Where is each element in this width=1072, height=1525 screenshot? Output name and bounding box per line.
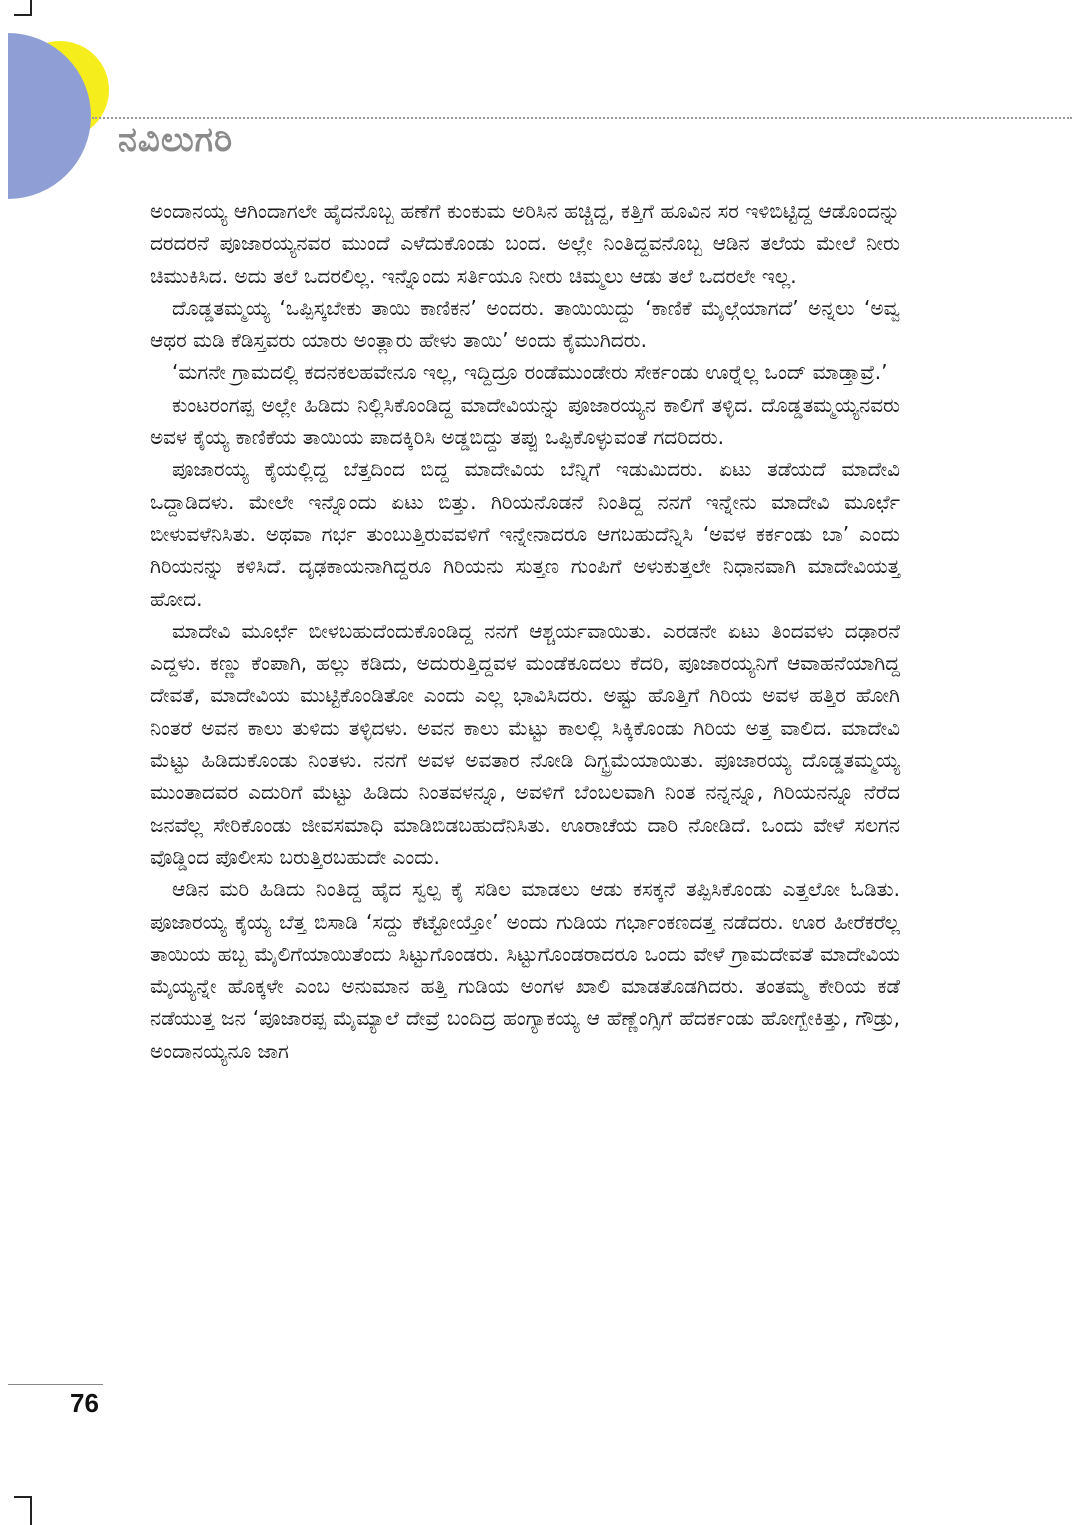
paragraph: ‘ಮಗನೇ ಗ್ರಾಮದಲ್ಲಿ ಕದನಕಲಹವೇನೂ ಇಲ್ಲ, ಇದ್ದಿದ್ರೂ ರಂಡೆಮುಂಡೇರು ಸೇರ್ಕಂಡು ಊರ್‍ನೆಲ್ಲ ಒಂದ್ ಮಾಡ್ತಾವ್ರೆ.’ — [172, 360, 888, 385]
paragraph: ಅಂದಾನಯ್ಯ ಆಗಿಂದಾಗಲೇ ಹೈದನೊಬ್ಬ ಹಣೆಗೆ ಕುಂಕುಮ ಅರಿಸಿನ ಹಚ್ಚಿದ್ದ, ಕತ್ತಿಗೆ ಹೂವಿನ ಸರ ಇಳಿಬಿಟ್ಟಿದ್ದ ಆಡೊಂದನ್ನು ದರದರನೆ ಪೂಜಾರಯ್ಯನವರ ಮುಂದೆ ಎಳೆದುಕೊಂಡು ಬಂದ. ಅಲ್ಲೇ ನಿಂತಿದ್ದವನೊಬ್ಬ ಆಡಿನ ತಲೆಯ ಮೇಲೆ ನೀರು ಚಿಮುಕಿಸಿದ. ಅದು ತಲೆ ಒದರಲಿಲ್ಲ. ಇನ್ನೊಂದು ಸರ್ತಿಯೂ ನೀರು ಚಿಮ್ಮಲು ಆಡು ತಲೆ ಒದರಲೇ ಇಲ್ಲ. — [150, 199, 900, 288]
decorative-circles — [0, 0, 120, 210]
paragraph: ದೊಡ್ಡತಮ್ಮಯ್ಯ ‘ಒಪ್ಪಿಸ್ಕಬೇಕು ತಾಯಿ ಕಾಣಿಕನ’ ಅಂದರು. ತಾಯಿಯಿದ್ದು ‘ಕಾಣಿಕೆ ಮೈಲ್ಗೆಯಾಗದೆ’ ಅನ್ನಲು ‘ಅವ್ವ ಆಥರ ಮಡಿ ಕೆಡಿಸ್ತವರು ಯಾರು ಅಂತ್ಲಾರು ಹೇಳು ತಾಯಿ’ ಅಂದು ಕೈಮುಗಿದರು. — [150, 295, 900, 353]
header-dotted-rule — [92, 117, 1072, 119]
footer-rule — [8, 1384, 103, 1385]
page-number: 76 — [70, 1388, 99, 1418]
crop-mark-bottom — [30, 1496, 32, 1525]
paragraph: ಆಡಿನ ಮರಿ ಹಿಡಿದು ನಿಂತಿದ್ದ ಹೈದ ಸ್ವಲ್ಪ ಕೈ ಸಡಿಲ ಮಾಡಲು ಆಡು ಕಸಕ್ಕನೆ ತಪ್ಪಿಸಿಕೊಂಡು ಎತ್ತಲೋ ಓಡಿತು. ಪೂಜಾರಯ್ಯ ಕೈಯ್ಯ ಬೆತ್ತ ಬಿಸಾಡಿ ‘ಸದ್ದು ಕೆಟ್ಟೋಯ್ತೋ’ ಅಂದು ಗುಡಿಯ ಗರ್ಭಾಂಕಣದತ್ತ ನಡೆದರು. ಊರ ಹೀರೆಕರೆಲ್ಲ ತಾಯಿಯ ಹಬ್ಬ ಮೈಲಿಗೆಯಾಯಿತೆಂದು ಸಿಟ್ಟುಗೊಂಡರು. ಸಿಟ್ಟುಗೊಂಡರಾದರೂ ಒಂದು ವೇಳೆ ಗ್ರಾಮದೇವತೆ ಮಾದೇವಿಯ ಮೈಯ್ಯನ್ನೇ ಹೊಕ್ಕಳೇ ಎಂಬ ಅನುಮಾನ ಹತ್ತಿ ಗುಡಿಯ ಅಂಗಳ ಖಾಲಿ ಮಾಡತೊಡಗಿದರು. ತಂತಮ್ಮ ಕೇರಿಯ ಕಡೆ ನಡೆಯುತ್ತ ಜನ ‘ಪೂಜಾರಪ್ಪ ಮೈಮ್ಯಾಲೆ ದೇವ್ರೆ ಬಂದಿದ್ರ ಹಂಗ್ಯಾಕಯ್ಯ ಆ ಹೆಣ್ಣೆಂಗ್ಸಿಗೆ ಹೆದರ್ಕಂಡು ಹೋಗ್ಬೇಕಿತ್ತು, ಗೌಡ್ರು, ಅಂದಾನಯ್ಯನೂ ಜಾಗ — [150, 877, 900, 1063]
body-text — [150, 195, 900, 1067]
running-header-title: ನವಿಲುಗರಿ — [118, 120, 234, 160]
paragraph: ಕುಂಟರಂಗಪ್ಪ ಅಲ್ಲೇ ಹಿಡಿದು ನಿಲ್ಲಿಸಿಕೊಂಡಿದ್ದ ಮಾದೇವಿಯನ್ನು ಪೂಜಾರಯ್ಯನ ಕಾಲಿಗೆ ತಳ್ಳಿದ. ದೊಡ್ಡತಮ್ಮಯ್ಯನವರು ಅವಳ ಕೈಯ್ಯ ಕಾಣಿಕೆಯ ತಾಯಿಯ ಪಾದಕ್ಕಿರಿಸಿ ಅಡ್ಡಬಿದ್ದು ತಪ್ಪು ಒಪ್ಪಿಕೊಳ್ಳುವಂತೆ ಗದರಿದರು. — [150, 392, 900, 450]
paragraph: ಪೂಜಾರಯ್ಯ ಕೈಯಲ್ಲಿದ್ದ ಬೆತ್ತದಿಂದ ಬಿದ್ದ ಮಾದೇವಿಯ ಬೆನ್ನಿಗೆ ಇಡುಮಿದರು. ಏಟು ತಡೆಯದೆ ಮಾದೇವಿ ಒದ್ದಾಡಿದಳು. ಮೇಲೇ ಇನ್ನೊಂದು ಏಟು ಬಿತ್ತು. ಗಿರಿಯನೊಡನೆ ನಿಂತಿದ್ದ ನನಗೆ ಇನ್ನೇನು ಮಾದೇವಿ ಮೂರ್ಛೆ ಬೀಳುವಳೆನಿಸಿತು. ಅಥವಾ ಗರ್ಭ ತುಂಬುತ್ತಿರುವವಳಿಗೆ ಇನ್ನೇನಾದರೂ ಆಗಬಹುದೆನ್ನಿಸಿ ‘ಅವಳ ಕರ್ಕಂಡು ಬಾ’ ಎಂದು ಗಿರಿಯನನ್ನು ಕಳಿಸಿದೆ. ದೃಢಕಾಯನಾಗಿದ್ದರೂ ಗಿರಿಯನು ಸುತ್ತಣ ಗುಂಪಿಗೆ ಅಳುಕುತ್ತಲೇ ನಿಧಾನವಾಗಿ ಮಾದೇವಿಯತ್ತ ಹೋದ. — [150, 457, 900, 611]
paragraph: ಮಾದೇವಿ ಮೂರ್ಛೆ ಬೀಳಬಹುದೆಂದುಕೊಂಡಿದ್ದ ನನಗೆ ಆಶ್ಚರ್ಯವಾಯಿತು. ಎರಡನೇ ಏಟು ತಿಂದವಳು ದಢಾರನೆ ಎದ್ದಳು. ಕಣ್ಣು ಕೆಂಪಾಗಿ, ಹಲ್ಲು ಕಡಿದು, ಅದುರುತ್ತಿದ್ದವಳ ಮಂಡೆಕೂದಲು ಕೆದರಿ, ಪೂಜಾರಯ್ಯನಿಗೆ ಆವಾಹನೆಯಾಗಿದ್ದ ದೇವತೆ, ಮಾದೇವಿಯ ಮುಟ್ಟಿಕೊಂಡಿತೋ ಎಂದು ಎಲ್ಲ ಭಾವಿಸಿದರು. ಅಷ್ಟು ಹೊತ್ತಿಗೆ ಗಿರಿಯ ಅವಳ ಹತ್ತಿರ ಹೋಗಿ ನಿಂತರೆ ಅವನ ಕಾಲು ತುಳಿದು ತಳ್ಳಿದಳು. ಅವನ ಕಾಲು ಮೆಟ್ಟು ಕಾಲಲ್ಲಿ ಸಿಕ್ಕಿಕೊಂಡು ಗಿರಿಯ ಅತ್ತ ವಾಲಿದ. ಮಾದೇವಿ ಮೆಟ್ಟು ಹಿಡಿದುಕೊಂಡು ನಿಂತಳು. ನನಗೆ ಅವಳ ಅವತಾರ ನೋಡಿ ದಿಗ್ಭ್ರಮೆಯಾಯಿತು. ಪೂಜಾರಯ್ಯ ದೊಡ್ಡತಮ್ಮಯ್ಯ ಮುಂತಾದವರ ಎದುರಿಗೆ ಮೆಟ್ಟು ಹಿಡಿದು ನಿಂತವಳನ್ನೂ, ಅವಳಿಗೆ ಬೆಂಬಲವಾಗಿ ನಿಂತ ನನ್ನನ್ನೂ, ಗಿರಿಯನನ್ನೂ ನೆರೆದ ಜನವೆಲ್ಲ ಸೇರಿಕೊಂಡು ಜೀವಸಮಾಧಿ ಮಾಡಿಬಿಡಬಹುದೆನಿಸಿತು. ಊರಾಚೆಯ ದಾರಿ ನೋಡಿದೆ. ಒಂದು ವೇಳೆ ಸಲಗನ ವೊಡ್ಡಿಂದ ಪೊಲೀಸು ಬರುತ್ತಿರಬಹುದೇ ಎಂದು. — [150, 618, 900, 869]
